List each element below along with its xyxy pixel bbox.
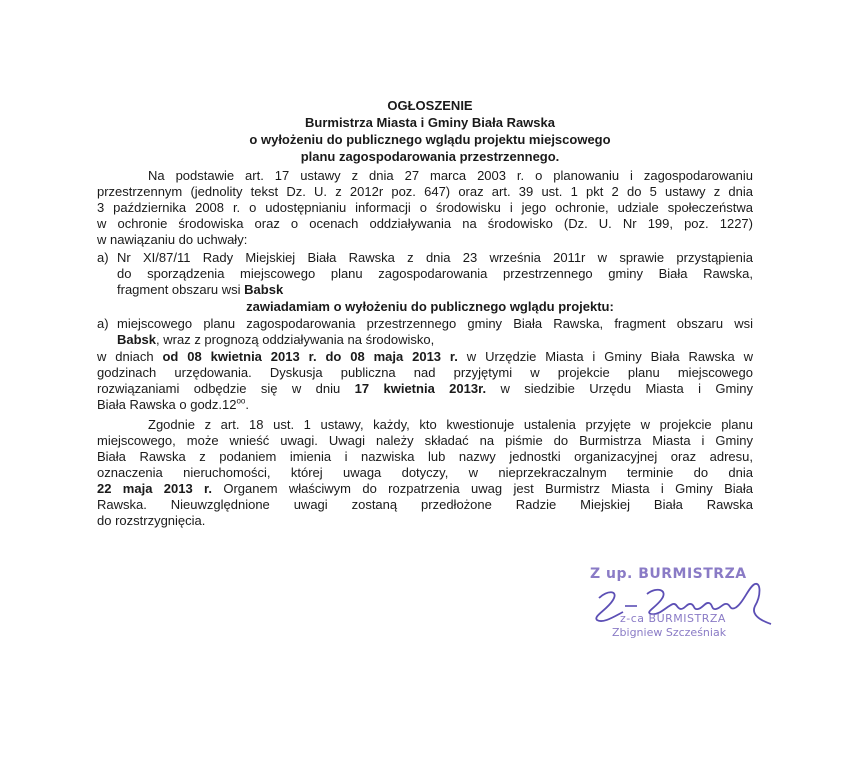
- remarks-line-6: Rawska. Nieuwzględnione uwagi zostaną przedłożone Radzie Miejskiej Biała Rawska: [97, 497, 753, 512]
- announcement-line: zawiadamiam o wyłożeniu do publicznego wglądu projektu:: [246, 299, 614, 314]
- paragraph-1-line-3: 3 października 2008 r. o udostępnianiu informacji o środowisku i jego ochronie, udziale społeczeństwa: [97, 200, 753, 215]
- paragraph-1-line-1: Na podstawie art. 17 ustawy z dnia 27 marca 2003 r. o planowaniu i zagospodarowaniu: [148, 168, 753, 183]
- resolution-line-3: fragment obszaru wsi Babsk: [117, 282, 284, 297]
- resolution-line-2: do sporządzenia miejscowego planu zagospodarowania przestrzennego gminy Biała Rawska,: [117, 266, 753, 281]
- village-name-2: Babsk: [117, 332, 157, 347]
- paragraph-1-line-2: przestrzennym (jednolity tekst Dz. U. z 2012r poz. 647) oraz art. 39 ust. 1 pkt 2 do 5 ustawy z dnia: [97, 184, 753, 199]
- stamp-line-1: Z up. BURMISTRZA: [590, 566, 747, 582]
- remarks-line-7: do rozstrzygnięcia.: [97, 513, 206, 528]
- remarks-line-4: oznaczenia nieruchomości, której uwaga dotyczy, w nieprzekraczalnym terminie do dnia: [97, 465, 753, 480]
- subject-line: o wyłożeniu do publicznego wglądu projektu miejscowego: [249, 132, 611, 147]
- remarks-line-1: Zgodnie z art. 18 ust. 1 ustawy, każdy, kto kwestionuje ustalenia przyjęte w projekcie planu: [148, 417, 753, 432]
- subject-line-2: planu zagospodarowania przestrzennego.: [300, 149, 560, 164]
- dates-line-1: w dniach od 08 kwietnia 2013 r. do 08 maja 2013 r. w Urzędzie Miasta i Gminy Biała Rawska w: [97, 349, 753, 364]
- stamp-line-3: Zbigniew Szcześniak: [612, 626, 727, 639]
- remarks-line-2: miejscowego, może wnieść uwagi. Uwagi należy składać na piśmie do Burmistrza Miasta i Gminy: [97, 433, 753, 448]
- project-line-2: Babsk, wraz z prognozą oddziaływania na środowisko,: [117, 332, 435, 347]
- dates-line-3: rozwiązaniami odbędzie się w dniu 17 kwietnia 2013r. w siedzibie Urzędu Miasta i Gminy: [97, 381, 753, 396]
- list-marker-a2: a): [97, 316, 109, 331]
- discussion-date: 17 kwietnia 2013r.: [354, 381, 487, 396]
- issuer-line: Burmistrza Miasta i Gminy Biała Rawska: [305, 115, 555, 130]
- project-line-1: miejscowego planu zagospodarowania przestrzennego gminy Biała Rawska, fragment obszaru wsi: [117, 316, 753, 331]
- resolution-line-1: Nr XI/87/11 Rady Miejskiej Biała Rawska z dnia 23 września 2011r w sprawie przystąpienia: [117, 250, 753, 265]
- remarks-line-5: 22 maja 2013 r. Organem właściwym do rozpatrzenia uwag jest Burmistrz Miasta i Gminy Biała: [97, 481, 753, 496]
- village-name: Babsk: [244, 282, 284, 297]
- notice-title: OGŁOSZENIE: [387, 98, 473, 113]
- paragraph-1-line-4: w ochronie środowiska oraz o ocenach oddziaływania na środowisko (Dz. U. Nr 199, poz. 1227): [97, 216, 753, 231]
- dates-line-4: Biała Rawska o $godz.12^{oo}$.: [97, 396, 250, 412]
- deadline-date: 22 maja 2013 r.: [97, 481, 213, 496]
- dates-line-2: godzinach urzędowania. Dyskusja publiczna nad przyjętymi w projekcie planu miejscowego: [97, 365, 753, 380]
- paragraph-1-line-5: w nawiązaniu do uchwały:: [97, 232, 248, 247]
- exhibition-dates: od 08 kwietnia 2013 r. do 08 maja 2013 r.: [162, 349, 458, 364]
- list-marker-a1: a): [97, 250, 109, 265]
- remarks-line-3: Biała Rawska z podaniem imienia i nazwiska lub nazwy jednostki organizacyjnej oraz adresu,: [97, 449, 753, 464]
- stamp-line-2: z-ca BURMISTRZA: [620, 612, 726, 625]
